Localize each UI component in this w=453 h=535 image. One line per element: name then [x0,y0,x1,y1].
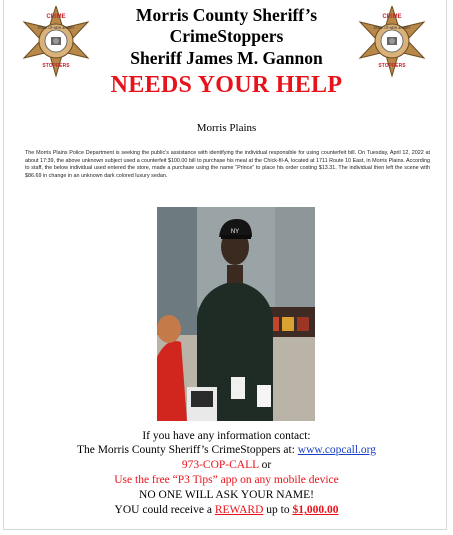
reward-line [0,503,453,518]
badge-top-text: CRIME [46,14,66,20]
phone-line [0,458,453,473]
reward-mid: up to [263,504,293,516]
copcall-link[interactable]: www.copcall.org [297,444,377,456]
contact-line [0,443,453,458]
reward-word: REWARD [214,504,264,516]
incident-description: The Morris Plains Police Department is seeking the public’s assistance with identifying the individual responsible for using counterfeit bill. On Tuesday, April 12, 2022 at about 17:39, the above unknown subject used a counterfeit $100.00 bill to purchase his meal at the Chick-fil-A, located at 1711 Route 10 East, in Morris Plains. According to staff, the below individual used entered the store, made a purchase using the name “Prince” to place his order costing $13.31. The individual then left the scene with $86.69 in change in an unknown dark colored luxury sedan. [25,150,430,180]
contact-prefix: The Morris County Sheriff’s CrimeStoppers at: [76,444,298,456]
needs-your-help-heading: NEEDS YOUR HELP [110,72,343,98]
badge-ring-text: STATE OF NEW JERSEY [373,26,411,30]
reward-amount: $1,000.00 [292,504,339,516]
reward-prefix: YOU could receive a [114,504,215,516]
header-line-2: CrimeStoppers [169,26,284,46]
badge-bottom-text: STOPPERS [378,63,406,69]
badge-ring-text: STATE OF NEW JERSEY [37,26,75,30]
surveillance-photo [157,207,315,421]
phone-number: 973-COP-CALL [181,459,259,471]
badge-bottom-text: STOPPERS [42,63,70,69]
header-line-1: Morris County Sheriff’s [135,5,318,25]
contact-intro: If you have any information contact: [142,430,311,442]
cap-logo: NY [230,229,240,235]
phone-or: or [258,459,272,471]
badge-top-text: CRIME [382,14,402,20]
anonymous-line: NO ONE WILL ASK YOUR NAME! [139,489,314,501]
p3-tips-line: Use the free “P3 Tips” app on any mobile device [114,474,339,486]
header-line-3: Sheriff James M. Gannon [130,48,323,68]
location-title: Morris Plains [196,122,257,134]
